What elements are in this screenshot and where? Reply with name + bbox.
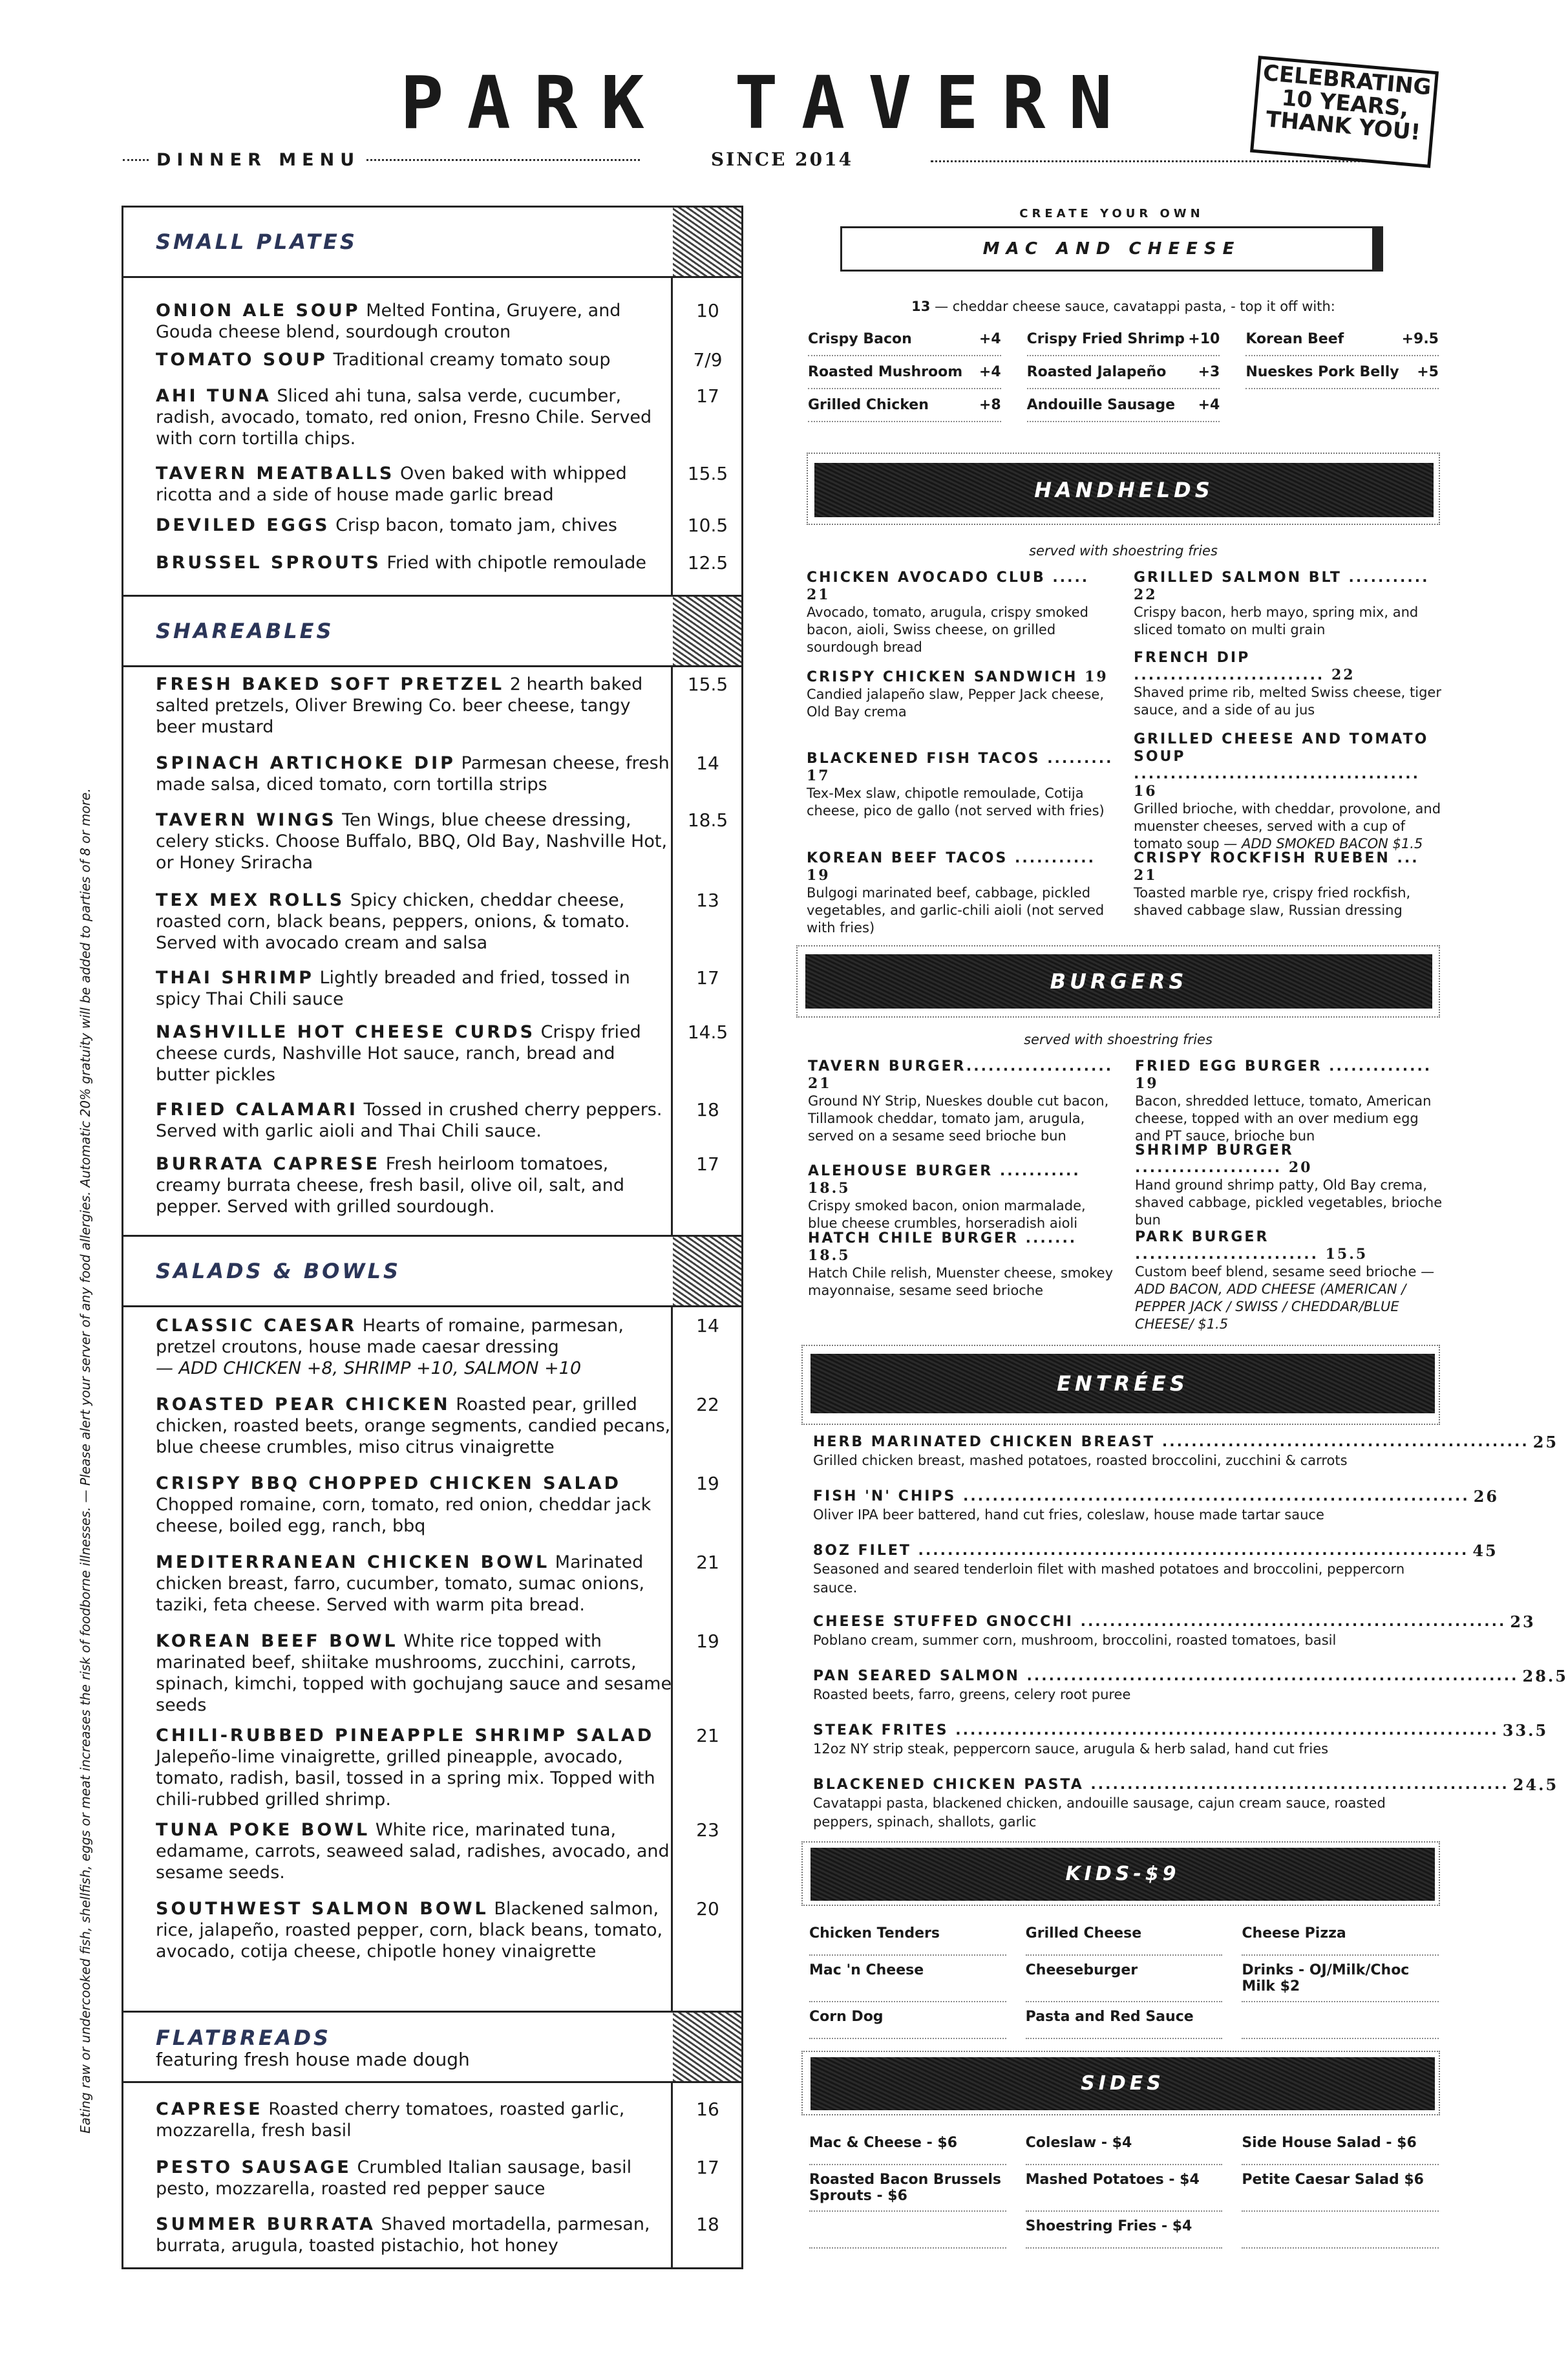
topping-price: +3: [1198, 364, 1220, 380]
item-description-text: Ground NY Strip, Nueskes double cut bacon, Tillamook cheddar, tomato jam, arugula, served on a sesame seed brioche bun: [808, 1093, 1109, 1144]
menu-item: [156, 1898, 673, 1962]
item-name: CAPRESE: [156, 2099, 263, 2119]
item-header: [1134, 569, 1444, 604]
item-name: KOREAN BEEF BOWL: [156, 1631, 398, 1651]
item-price: 28.5: [1522, 1667, 1568, 1685]
item-name: CLASSIC CAESAR: [156, 1316, 357, 1336]
burgers-item: [808, 1162, 1118, 1232]
item-name: CHEESE STUFFED GNOCCHI ..........................................................: [813, 1614, 1507, 1630]
item-name: BURRATA CAPRESE: [156, 1154, 381, 1174]
shareables-header: [123, 595, 741, 667]
item-price: 15.5: [687, 463, 728, 484]
item-description: Roasted beets, farro, greens, celery root puree: [813, 1687, 1131, 1702]
item-description-text: Avocado, tomato, arugula, crispy smoked bacon, aioli, Swiss cheese, on grilled sourdough bread: [807, 604, 1088, 655]
topping-name: Roasted Jalapeño: [1026, 364, 1167, 380]
item-header: [1135, 1058, 1445, 1093]
item-description: Chopped romaine, corn, tomato, red onion, cheddar jack cheese, boiled egg, ranch, bbq: [156, 1495, 652, 1536]
menu-item: [156, 809, 673, 873]
sides-item: Roasted Bacon Brussels Sprouts - $6: [809, 2165, 1006, 2212]
item-description: Fried with chipotle remoulade: [387, 553, 647, 573]
kids-item: Drinks - OJ/Milk/Choc Milk $2: [1242, 1956, 1439, 2002]
item-description: White rice, marinated tuna, edamame, carrots, seaweed salad, radishes, avocado, and sesame seeds.: [156, 1820, 670, 1883]
item-name: PARK BURGER .........................: [1135, 1229, 1319, 1263]
topping-name: Roasted Mushroom: [808, 364, 963, 380]
item-name: CRISPY CHICKEN SANDWICH: [807, 669, 1078, 685]
mac-topping: [1245, 356, 1439, 389]
burgers-item: [1135, 1228, 1445, 1333]
item-name: DEVILED EGGS: [156, 515, 330, 535]
item-price: 20: [1288, 1159, 1313, 1176]
item-price: 20: [696, 1898, 719, 1920]
item-header: [808, 1230, 1118, 1265]
decorative-texture: [673, 597, 741, 665]
kids-item: Mac 'n Cheese: [809, 1956, 1006, 2002]
kids-items: [809, 1919, 1439, 2039]
item-description: [1134, 604, 1444, 639]
item-header: [813, 1612, 1536, 1631]
item-description: [808, 1093, 1118, 1145]
item-price: 24.5: [1512, 1775, 1559, 1794]
item-description-text: Hatch Chile relish, Muenster cheese, smokey mayonnaise, sesame seed brioche: [808, 1265, 1113, 1298]
mac-topping: [1245, 323, 1439, 356]
item-name: SPINACH ARTICHOKE DIP: [156, 753, 456, 773]
topping-price: +4: [979, 364, 1001, 380]
item-addons: — ADD CHICKEN +8, SHRIMP +10, SALMON +10: [156, 1358, 582, 1378]
item-description-text: Toasted marble rye, crispy fried rockfish, shaved cabbage slaw, Russian dressing: [1134, 885, 1411, 918]
item-price: 10: [696, 300, 719, 321]
topping-price: +9.5: [1401, 331, 1439, 347]
item-description: White rice topped with marinated beef, shiitake mushrooms, zucchini, carrots, spinach, kimchi, topped with gochujang sauce and sesame seeds: [156, 1631, 672, 1715]
item-description: Crisp bacon, tomato jam, chives: [335, 515, 617, 535]
item-price: 22: [1331, 667, 1355, 683]
mac-title: MAC AND CHEESE: [840, 226, 1383, 272]
item-addons: — ADD BACON, ADD CHEESE (AMERICAN / PEPPER JACK / SWISS / CHEDDAR/BLUE CHEESE/ $1.5: [1135, 1264, 1435, 1332]
sides-item: Petite Caesar Salad $6: [1242, 2165, 1439, 2212]
item-description-text: Crispy bacon, herb mayo, spring mix, and sliced tomato on multi grain: [1134, 604, 1419, 637]
item-header: [808, 1162, 1118, 1197]
item-description: Crispy fried cheese curds, Nashville Hot sauce, ranch, bread and butter pickles: [156, 1022, 641, 1085]
item-price: 7/9: [693, 349, 723, 370]
salads-title: SALADS & BOWLS: [156, 1259, 401, 1283]
kids-title: KIDS-$9: [810, 1848, 1435, 1901]
item-name: PESTO SAUSAGE: [156, 2157, 352, 2177]
shareables-title: SHAREABLES: [156, 619, 334, 643]
since-label: SINCE 2014: [710, 149, 854, 170]
item-header: [807, 569, 1117, 604]
item-description: [1135, 1263, 1445, 1333]
item-price: 21: [808, 1075, 832, 1092]
item-header: [807, 850, 1117, 884]
item-price: 22: [696, 1394, 719, 1415]
item-description-text: Candied jalapeño slaw, Pepper Jack cheese, Old Bay crema: [807, 687, 1104, 720]
item-description: [1134, 684, 1444, 719]
handhelds-item: [807, 668, 1117, 721]
item-header: [813, 1487, 1499, 1506]
menu-item: [156, 349, 673, 370]
entree-item: [813, 1721, 1549, 1759]
item-header: [813, 1667, 1568, 1685]
mac-topping: [808, 323, 1001, 356]
menu-item: [156, 753, 673, 795]
item-name: KOREAN BEEF TACOS ...........: [807, 850, 1096, 866]
item-header: [807, 750, 1117, 785]
item-header: [1135, 1228, 1445, 1263]
item-description: 12oz NY strip steak, peppercorn sauce, arugula & herb salad, hand cut fries: [813, 1741, 1329, 1757]
menu-item: [156, 2099, 673, 2141]
item-header: [1134, 731, 1444, 800]
mac-intro: 13 — cheddar cheese sauce, cavatappi pasta, - top it off with:: [911, 299, 1335, 314]
item-price: 17: [696, 1153, 719, 1175]
sides-item: Shoestring Fries - $4: [1026, 2212, 1223, 2249]
item-description-text: Bacon, shredded lettuce, tomato, American cheese, topped with an over medium egg and PT sauce, brioche bun: [1135, 1093, 1432, 1144]
burgers-item: [808, 1058, 1118, 1145]
item-price: 13: [696, 890, 719, 911]
item-description: Traditional creamy tomato soup: [333, 350, 611, 370]
menu-item: [156, 2214, 673, 2256]
item-description: [808, 1197, 1118, 1232]
topping-name: Korean Beef: [1245, 331, 1344, 347]
item-price: 15.5: [687, 674, 728, 695]
menu-item: [156, 674, 673, 738]
topping-name: Crispy Fried Shrimp: [1026, 331, 1185, 347]
item-description-text: Bulgogi marinated beef, cabbage, pickled vegetables, and garlic-chili aioli (not served with fries): [807, 885, 1105, 936]
kids-item: [1242, 2002, 1439, 2039]
item-price: 14: [696, 753, 719, 774]
item-price: 18: [696, 1099, 719, 1120]
topping-name: Andouille Sausage: [1026, 397, 1176, 413]
item-name: ROASTED PEAR CHICKEN: [156, 1395, 450, 1415]
item-price: 21: [1134, 867, 1158, 884]
item-name: FRIED EGG BURGER ..............: [1135, 1058, 1432, 1075]
item-price: 22: [1134, 586, 1158, 603]
menu-item: [156, 890, 673, 954]
menu-item: [156, 1099, 673, 1142]
item-description: [1135, 1177, 1445, 1229]
item-name: BRUSSEL SPROUTS: [156, 553, 381, 573]
item-name: CHICKEN AVOCADO CLUB .....: [807, 570, 1090, 586]
item-description: Shaved mortadella, parmesan, burrata, arugula, toasted pistachio, hot honey: [156, 2214, 650, 2256]
item-price: 25: [1532, 1433, 1559, 1451]
kids-item: Cheese Pizza: [1242, 1919, 1439, 1956]
item-name: SUMMER BURRATA: [156, 2214, 376, 2234]
menu-label-row: [123, 150, 640, 170]
handhelds-served: served with shoestring fries: [1029, 543, 1218, 559]
item-name: FRIED CALAMARI: [156, 1100, 358, 1120]
item-description: Tossed in crushed cherry peppers. Served with garlic aioli and Thai Chili sauce.: [156, 1100, 662, 1141]
item-description: Hearts of romaine, parmesan, pretzel croutons, house made caesar dressing: [156, 1316, 624, 1357]
item-header: [813, 1775, 1559, 1794]
allergy-note: Eating raw or undercooked fish, shellfish, eggs or meat increases the risk of foodborne illnesses. — Please alert your server of any food allergies. Automatic 20% gratuity will be added to parties of 8 or more.: [78, 788, 93, 2133]
salads-header: [123, 1235, 741, 1307]
topping-price: +4: [1198, 397, 1220, 413]
item-name: FRESH BAKED SOFT PRETZEL: [156, 674, 505, 694]
item-price: 19: [1135, 1075, 1159, 1092]
item-name: PAN SEARED SALMON ...................................................................: [813, 1668, 1519, 1684]
kids-item: Corn Dog: [809, 2002, 1006, 2039]
topping-name: Grilled Chicken: [808, 397, 929, 413]
sides-item: Coleslaw - $4: [1026, 2128, 1223, 2165]
item-price: 17: [696, 967, 719, 989]
item-name: STEAK FRITES ..........................................................................: [813, 1722, 1499, 1738]
menu-item: [156, 1153, 673, 1217]
menu-item: [156, 2157, 673, 2199]
item-description: [807, 686, 1117, 721]
handhelds-item: [1134, 731, 1444, 853]
item-header: [1134, 850, 1444, 884]
handhelds-item: [1134, 850, 1444, 919]
item-price: 14: [696, 1315, 719, 1336]
item-addons: — ADD SMOKED BACON $1.5: [1224, 836, 1423, 851]
item-description: Seasoned and seared tenderloin filet with mashed potatoes and broccolini, peppercorn sauce.: [813, 1561, 1405, 1596]
entree-item: [813, 1433, 1559, 1470]
item-description-text: Shaved prime rib, melted Swiss cheese, tiger sauce, and a side of au jus: [1134, 685, 1441, 718]
item-description: Roasted cherry tomatoes, roasted garlic, mozzarella, fresh basil: [156, 2099, 625, 2141]
menu-item: [156, 463, 673, 506]
item-name: TAVERN WINGS: [156, 810, 337, 830]
menu-item: [156, 967, 673, 1010]
item-name: FISH 'N' CHIPS .....................................................................: [813, 1488, 1470, 1504]
handhelds-item: [807, 850, 1117, 937]
item-description-text: Grilled brioche, with cheddar, provolone, and muenster cheeses, served with a cup of tomato soup: [1134, 801, 1441, 851]
item-description: Lightly breaded and fried, tossed in spicy Thai Chili sauce: [156, 968, 630, 1009]
item-price: 17: [807, 767, 831, 784]
item-price: 18.5: [687, 809, 728, 831]
item-name: BLACKENED CHICKEN PASTA .........................................................: [813, 1777, 1509, 1793]
item-name: FRENCH DIP ..........................: [1134, 650, 1325, 683]
mac-intro-text: cheddar cheese sauce, cavatappi pasta, - top it off with:: [952, 299, 1335, 314]
topping-name: Crispy Bacon: [808, 331, 912, 347]
sides-title: SIDES: [810, 2057, 1435, 2110]
item-description: Roasted pear, grilled chicken, roasted beets, orange segments, candied pecans, blue cheese crumbles, miso citrus vinaigrette: [156, 1395, 671, 1457]
burgers-item: [808, 1230, 1118, 1299]
item-description: [1135, 1093, 1445, 1145]
item-description: Spicy chicken, cheddar cheese, roasted corn, black beans, peppers, onions, & tomato. Served with avocado cream and salsa: [156, 890, 630, 953]
item-description: [807, 884, 1117, 937]
mac-topping: [808, 356, 1001, 389]
item-price: 12.5: [687, 552, 728, 573]
item-name: TEX MEX ROLLS: [156, 890, 345, 910]
item-name: HERB MARINATED CHICKEN BREAST ..................................................: [813, 1434, 1529, 1450]
handhelds-item: [807, 569, 1117, 656]
item-price: 21: [696, 1725, 719, 1746]
item-header: [813, 1433, 1559, 1451]
item-price: 21: [696, 1552, 719, 1573]
item-description: Oven baked with whipped ricotta and a side of house made garlic bread: [156, 464, 627, 505]
item-price: 16: [1134, 783, 1158, 800]
item-name: SHRIMP BURGER ....................: [1135, 1142, 1294, 1176]
sides-item: Side House Salad - $6: [1242, 2128, 1439, 2165]
burgers-item: [1135, 1142, 1445, 1229]
item-price: 18: [696, 2214, 719, 2235]
item-description-text: Tex-Mex slaw, chipotle remoulade, Cotija cheese, pico de gallo (not served with fries): [807, 786, 1105, 818]
entrees-list: [0, 1433, 1568, 1846]
item-description: [808, 1265, 1118, 1299]
item-name: ONION ALE SOUP: [156, 301, 361, 321]
restaurant-title: PARK TAVERN: [400, 61, 1136, 145]
item-description: [1134, 884, 1444, 919]
item-description: Cavatappi pasta, blackened chicken, andouille sausage, cajun cream sauce, roasted peppers, spinach, shallots, garlic: [813, 1795, 1386, 1830]
item-name: CHILI-RUBBED PINEAPPLE SHRIMP SALAD: [156, 1726, 655, 1746]
item-description: Crumbled Italian sausage, basil pesto, mozzarella, roasted red pepper sauce: [156, 2157, 632, 2199]
topping-price: +4: [979, 331, 1001, 347]
item-description: Jalepeño-lime vinaigrette, grilled pineapple, avocado, tomato, radish, basil, tossed in a spring mix. Topped with chili-rubbed grilled shrimp.: [156, 1747, 655, 1810]
mac-topping: [1027, 323, 1220, 356]
burgers-item: [1135, 1058, 1445, 1145]
dotted-rule: [931, 160, 1396, 162]
item-price: 19: [1085, 668, 1108, 685]
item-name: NASHVILLE HOT CHEESE CURDS: [156, 1022, 536, 1042]
item-price: 23: [1510, 1612, 1536, 1631]
item-name: CRISPY BBQ CHOPPED CHICKEN SALAD: [156, 1473, 622, 1493]
item-description: Ten Wings, blue cheese dressing, celery sticks. Choose Buffalo, BBQ, Old Bay, Nashville Hot, or Honey Sriracha: [156, 810, 668, 873]
sides-items: [809, 2128, 1439, 2249]
item-name: TUNA POKE BOWL: [156, 1820, 370, 1840]
item-description: Grilled chicken breast, mashed potatoes, roasted broccolini, zucchini & carrots: [813, 1453, 1348, 1468]
entrees-title: ENTRÉES: [810, 1354, 1435, 1413]
entree-item: [813, 1612, 1536, 1650]
item-price: 14.5: [687, 1021, 728, 1043]
sides-item: Mashed Potatoes - $4: [1026, 2165, 1223, 2212]
entree-item: [813, 1667, 1568, 1704]
menu-item: [156, 552, 673, 573]
item-description: [807, 604, 1117, 656]
kids-item: Chicken Tenders: [809, 1919, 1006, 1956]
menu-item: [156, 1021, 673, 1085]
item-name: ALEHOUSE BURGER ...........: [808, 1163, 1081, 1179]
handhelds-item: [1134, 649, 1444, 719]
item-description-text: Custom beef blend, sesame seed brioche: [1135, 1264, 1417, 1279]
sides-item: Mac & Cheese - $6: [809, 2128, 1006, 2165]
item-name: HATCH CHILE BURGER .......: [808, 1230, 1077, 1246]
menu-label: DINNER MENU: [156, 150, 361, 170]
item-description: Oliver IPA beer battered, hand cut fries, coleslaw, house made tartar sauce: [813, 1507, 1324, 1523]
dotted-rule: [366, 159, 640, 161]
decorative-texture: [673, 208, 741, 276]
item-header: [808, 1058, 1118, 1093]
flatbreads-title: FLATBREADS: [156, 2026, 332, 2050]
item-name: SOUTHWEST SALMON BOWL: [156, 1899, 489, 1919]
dotted-rule: [123, 159, 149, 161]
mac-topping: [1027, 389, 1220, 422]
entree-item: [813, 1487, 1499, 1524]
item-price: 26: [1473, 1487, 1499, 1506]
kids-item: Grilled Cheese: [1026, 1919, 1223, 1956]
left-sections: [123, 206, 741, 2265]
item-name: GRILLED SALMON BLT ...........: [1134, 570, 1430, 586]
item-description: Melted Fontina, Gruyere, and Gouda cheese blend, sourdough crouton: [156, 301, 621, 342]
item-price: 17: [696, 385, 719, 407]
item-price: 15.5: [1325, 1246, 1368, 1263]
menu-item: [156, 385, 673, 449]
small_plates-header: [123, 206, 741, 278]
item-price: 23: [696, 1819, 719, 1841]
anniversary-badge: CELEBRATING 10 YEARS, THANK YOU!: [1250, 56, 1439, 168]
item-price: 19: [807, 867, 831, 884]
burgers-title: BURGERS: [805, 954, 1432, 1009]
item-price: 10.5: [687, 515, 728, 536]
kids-item: Pasta and Red Sauce: [1026, 2002, 1223, 2039]
topping-price: +10: [1188, 331, 1220, 347]
item-price: 19: [696, 1631, 719, 1652]
item-price: 45: [1472, 1541, 1498, 1560]
item-name: MEDITERRANEAN CHICKEN BOWL: [156, 1552, 550, 1572]
item-header: [1134, 649, 1444, 684]
item-description: [807, 785, 1117, 820]
menu-item: [156, 300, 673, 343]
item-price: 21: [807, 586, 831, 603]
flatbreads-header: [123, 2011, 741, 2083]
item-price: 19: [696, 1473, 719, 1494]
sides-item: [1242, 2212, 1439, 2249]
item-description: Poblano cream, summer corn, mushroom, broccolini, roasted tomatoes, basil: [813, 1632, 1337, 1648]
item-name: CRISPY ROCKFISH RUEBEN ...: [1134, 850, 1419, 866]
mac-header: [801, 207, 1422, 272]
item-price: 18.5: [808, 1247, 851, 1264]
item-price: 16: [696, 2099, 719, 2120]
entree-item: [813, 1541, 1498, 1598]
item-description: Fresh heirloom tomatoes, creamy burrata cheese, fresh basil, olive oil, salt, and pepper. Served with grilled sourdough.: [156, 1154, 624, 1217]
item-name: AHI TUNA: [156, 386, 271, 406]
item-description: Parmesan cheese, fresh made salsa, diced tomato, corn tortilla strips: [156, 753, 670, 795]
item-name: TAVERN BURGER....................: [808, 1058, 1114, 1075]
handhelds-item: [807, 750, 1117, 820]
item-price: 18.5: [808, 1180, 851, 1197]
item-header: [813, 1541, 1498, 1560]
small_plates-title: SMALL PLATES: [156, 230, 357, 254]
topping-price: +8: [979, 397, 1001, 413]
flatbreads-subtitle: featuring fresh house made dough: [156, 2049, 470, 2070]
mac-topping: [1027, 356, 1220, 389]
item-description: 2 hearth baked salted pretzels, Oliver Brewing Co. beer cheese, tangy beer mustard: [156, 674, 643, 737]
item-description: Blackened salmon, rice, jalapeño, roasted pepper, corn, black beans, tomato, avocado, cotija cheese, chipotle honey vinaigrette: [156, 1899, 663, 1962]
handhelds-title: HANDHELDS: [814, 463, 1434, 517]
item-name: 8OZ FILET ...........................................................................: [813, 1543, 1469, 1559]
menu-item: [156, 1315, 673, 1379]
item-name: TOMATO SOUP: [156, 350, 328, 370]
mac-toppings: [808, 323, 1439, 422]
mac-price: 13: [911, 299, 931, 314]
item-description: Marinated chicken breast, farro, cucumber, tomato, sumac onions, taziki, feta cheese. Served with warm pita bread.: [156, 1552, 645, 1615]
item-name: TAVERN MEATBALLS: [156, 464, 395, 484]
item-price: 17: [696, 2157, 719, 2178]
mac-topping: [808, 389, 1001, 422]
item-header: [813, 1721, 1549, 1740]
item-description: Sliced ahi tuna, salsa verde, cucumber, radish, avocado, tomato, red onion, Fresno Chile. Served with corn tortilla chips.: [156, 386, 652, 449]
item-header: [1135, 1142, 1445, 1177]
item-price: 33.5: [1502, 1721, 1549, 1740]
topping-price: +5: [1417, 364, 1439, 380]
item-description-text: Crispy smoked bacon, onion marmalade, blue cheese crumbles, horseradish aioli: [808, 1198, 1086, 1231]
kids-item: Cheeseburger: [1026, 1956, 1223, 2002]
burgers-served: served with shoestring fries: [1024, 1032, 1213, 1047]
item-name: BLACKENED FISH TACOS .........: [807, 751, 1114, 767]
menu-item: [156, 515, 673, 536]
mac-create-label: CREATE YOUR OWN: [1019, 207, 1204, 220]
item-header: [807, 668, 1117, 686]
item-description-text: Hand ground shrimp patty, Old Bay crema, shaved cabbage, pickled vegetables, brioche bun: [1135, 1177, 1443, 1228]
decorative-texture: [673, 1237, 741, 1305]
handhelds-item: [1134, 569, 1444, 639]
topping-name: Nueskes Pork Belly: [1245, 364, 1399, 380]
item-name: GRILLED CHEESE AND TOMATO SOUP .......................................: [1134, 731, 1429, 782]
decorative-texture: [673, 2013, 741, 2081]
item-description: [1134, 800, 1444, 853]
entree-item: [813, 1775, 1559, 1832]
sides-item: [809, 2212, 1006, 2249]
item-name: THAI SHRIMP: [156, 968, 314, 988]
